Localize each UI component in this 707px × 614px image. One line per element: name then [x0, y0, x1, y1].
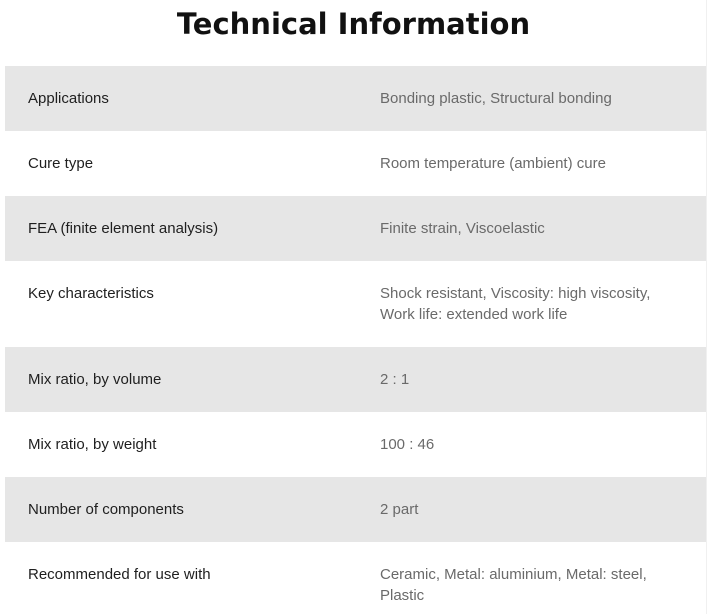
- row-value: 2 part: [380, 501, 419, 518]
- row-label: Number of components: [28, 501, 184, 518]
- technical-information-table: [5, 66, 706, 612]
- row-label: Cure type: [28, 155, 94, 172]
- table-row-number-of-components: [5, 477, 706, 542]
- row-value: Room temperature (ambient) cure: [380, 155, 606, 172]
- row-label: Recommended for use with: [28, 566, 211, 583]
- table-row-cure-type: [5, 131, 706, 196]
- table-row-mix-ratio-weight: [5, 412, 706, 477]
- row-value: 2 : 1: [380, 371, 410, 388]
- row-value: Finite strain, Viscoelastic: [380, 220, 545, 237]
- row-value: Shock resistant, Viscosity: high viscosity, Work life: extended work life: [380, 285, 651, 323]
- row-value: Bonding plastic, Structural bonding: [380, 90, 612, 107]
- row-label: Mix ratio, by volume: [28, 371, 162, 388]
- table-row-key-characteristics: [5, 261, 706, 347]
- row-value: 100 : 46: [380, 436, 435, 453]
- row-label: Mix ratio, by weight: [28, 436, 157, 453]
- table-row-fea: [5, 196, 706, 261]
- row-label: Applications: [28, 90, 109, 107]
- table-row-recommended-use: [5, 542, 706, 612]
- row-value: Ceramic, Metal: aluminium, Metal: steel, Plastic: [380, 566, 647, 604]
- table-row-mix-ratio-volume: [5, 347, 706, 412]
- table-row-applications: [5, 66, 706, 131]
- row-label: FEA (finite element analysis): [28, 220, 219, 237]
- page-title: Technical Information: [176, 7, 531, 41]
- row-label: Key characteristics: [28, 285, 154, 302]
